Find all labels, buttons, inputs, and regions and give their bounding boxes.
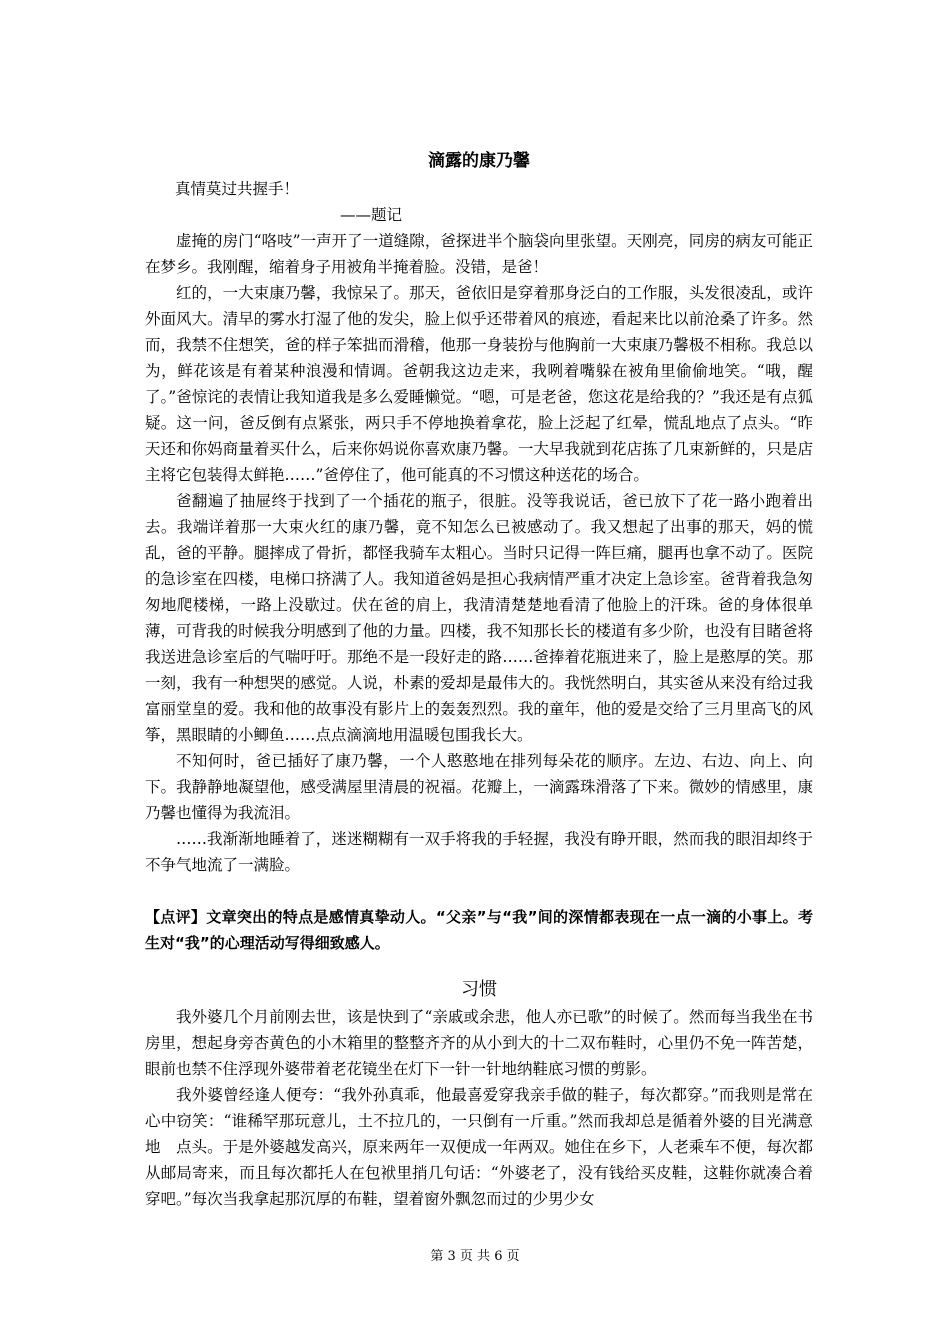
paragraph: 我外婆曾经逢人便夸：“我外孙真乖，他最喜爱穿我亲手做的鞋子，每次都穿。”而我则是常在心中窃笑：“谁稀罕那玩意儿，土不拉几的，一只倒有一斤重。”然而我却总是循着外婆的目光满意地 点头。于是外婆越发高兴，原来两年一双便成一年两双。她住在乡下，人老乘车不便，每次都从邮局寄来，而且每次都托人在包袱里捎几句话：“外婆老了，没有钱给买皮鞋，这鞋你就凑合着穿吧。”每次当我拿起那沉厚的布鞋，望着窗外飘忽而过的少男少女 (145, 1086, 813, 1208)
paragraph: 不知何时，爸已插好了康乃馨，一个人憨憨地在排列每朵花的顺序。左边、右边、向上、向下。我静静地凝望他，感受满屋里清晨的祝福。花瓣上，一滴露珠滑落了下来。微妙的情感里，康乃馨也懂得为我流泪。 (145, 752, 813, 822)
epigraph-signature: ——题记 (340, 206, 403, 224)
paragraph: ……我渐渐地睡着了，迷迷糊糊有一双手将我的手轻握，我没有睁开眼，然而我的眼泪却终于不争气地流了一满脸。 (145, 830, 813, 874)
commentary: 【点评】文章突出的特点是感情真挚动人。“父亲”与“我”间的深情都表现在一点一滴的小事上。考生对“我”的心理活动写得细致感人。 (145, 908, 813, 952)
page-content (145, 148, 813, 1212)
epigraph: 真情莫过共握手！ (175, 180, 300, 198)
paragraph: 爸翻遍了抽屉终于找到了一个插花的瓶子，很脏。没等我说话，爸已放下了花一路小跑着出去。我端详着那一大束火红的康乃馨，竟不知怎么已被感动了。我又想起了出事的那天，妈的慌乱，爸的平静。腿摔成了骨折，都怪我骑车太粗心。当时只记得一阵巨痛，腿再也拿不动了。医院的急诊室在四楼，电梯口挤满了人。我知道爸妈是担心我病情严重才决定上急诊室。爸背着我急匆匆地爬楼梯，一路上没歇过。伏在爸的肩上，我清清楚楚地看清了他脸上的汗珠。爸的身体很单薄，可背我的时候我分明感到了他的力量。四楼，我不知那长长的楼道有多少阶，也没有目睹爸将我送进急诊室后的气喘吁吁。那绝不是一段好走的路……爸捧着花瓶进来了，脸上是憨厚的笑。那一刻，我有一种想哭的感觉。人说，朴素的爱却是最伟大的。我恍然明白，其实爸从来没有给过我富丽堂皇的爱。我和他的故事没有影片上的轰轰烈烈。我的童年，他的爱是交给了三月里高飞的风筝，黑眼睛的小鲫鱼……点点滴滴地用温暖包围我长大。 (145, 492, 813, 744)
paragraph: 我外婆几个月前刚去世，该是快到了“亲戚或余悲，他人亦已歌”的时候了。然而每当我坐在书房里，想起身旁杏黄色的小木箱里的整整齐齐的从小到大的十二双布鞋时，心里仍不免一阵苦楚，眼前也禁不住浮现外婆带着老花镜坐在灯下一针一针地纳鞋底习惯的剪影。 (145, 1008, 813, 1078)
paragraph: 虚掩的房门“咯吱”一声开了一道缝隙，爸探进半个脑袋向里张望。天刚亮，同房的病友可能正在梦乡。我刚醒，缩着身子用被角半掩着脸。没错，是爸！ (145, 232, 813, 276)
paragraph: 红的，一大束康乃馨，我惊呆了。那天，爸依旧是穿着那身泛白的工作服，头发很凌乱，或许外面风大。清早的雾水打湿了他的发尖，脸上似乎还带着风的痕迹，看起来比以前沧桑了许多。然而，我禁不住想笑，爸的样子笨拙而滑稽，他那一身装扮与他胸前一大束康乃馨极不相称。我总以为，鲜花该是有着某种浪漫和情调。爸朝我这边走来，我咧着嘴躲在被角里偷偷地笑。“哦，醒了。”爸惊诧的表情让我知道我是多么爱睡懒觉。“嗯，可是老爸，您这花是给我的？”我还是有点狐疑。这一问，爸反倒有点紧张，两只手不停地换着拿花，脸上泛起了红晕，慌乱地点了点头。“昨天还和你妈商量着买什么，后来你妈说你喜欢康乃馨。一大早我就到花店拣了几束新鲜的，只是店主将它包装得太鲜艳……”爸停住了，他可能真的不习惯这种送花的场合。 (145, 284, 813, 484)
page-number: 第 3 页 共 6 页 (430, 1249, 520, 1264)
essay-title: 滴露的康乃馨 (428, 151, 530, 171)
essay-title: 习惯 (461, 979, 497, 1000)
